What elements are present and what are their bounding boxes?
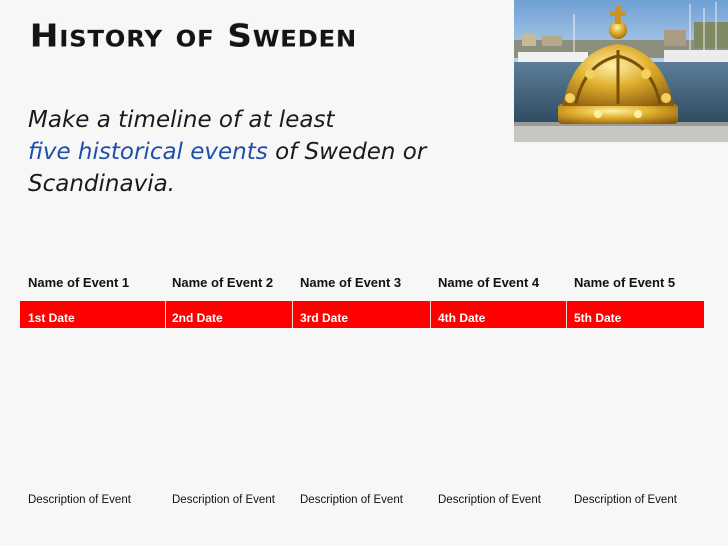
event-name: Name of Event 5	[574, 275, 676, 290]
event-description: Description of Event	[300, 494, 403, 506]
timeline-table	[20, 266, 704, 530]
event-name: Name of Event 2	[172, 275, 274, 290]
instructions-highlight: five historical events	[28, 139, 268, 165]
event-name: Name of Event 1	[28, 275, 130, 290]
instructions-text-1: Make a timeline of at least	[28, 107, 335, 133]
event-description: Description of Event	[28, 494, 131, 506]
instructions-text-2: of Sweden or Scandinavia.	[28, 139, 427, 197]
date-separator	[430, 301, 431, 328]
event-description: Description of Event	[172, 494, 275, 506]
date-separator	[566, 301, 567, 328]
event-description: Description of Event	[574, 494, 677, 506]
instructions	[28, 104, 498, 200]
event-name: Name of Event 4	[438, 275, 540, 290]
event-name: Name of Event 3	[300, 275, 402, 290]
crown-photo	[514, 0, 728, 142]
event-date: 1st Date	[28, 311, 75, 325]
event-date: 5th Date	[574, 311, 622, 325]
event-date: 4th Date	[438, 311, 486, 325]
event-date: 3rd Date	[300, 311, 349, 325]
date-separator	[292, 301, 293, 328]
event-date: 2nd Date	[172, 311, 223, 325]
slide-title: History of Sweden	[30, 18, 358, 55]
crown-image	[514, 0, 728, 142]
date-separator	[165, 301, 166, 328]
event-description: Description of Event	[438, 494, 541, 506]
